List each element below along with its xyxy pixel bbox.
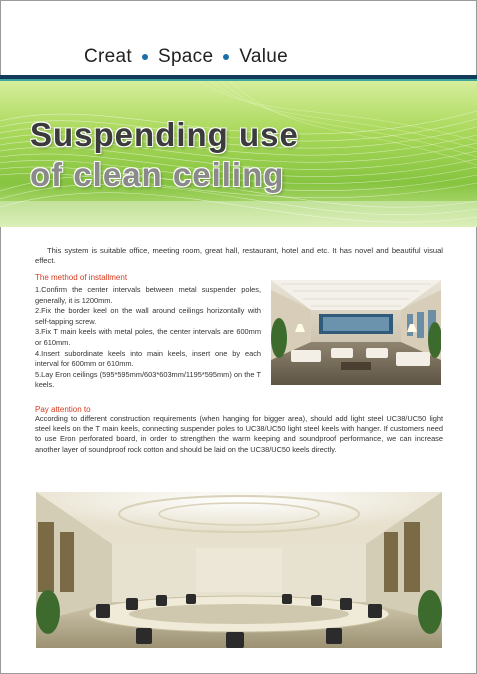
method-step: 3.Fix T main keels with metal poles, the center intervals are 600mm or 610mm. [35, 327, 261, 347]
green-wave-banner [0, 81, 477, 227]
intro-paragraph: This system is suitable office, meeting room, great hall, restaurant, hotel and etc. It has novel and beautiful visual effect. [35, 246, 443, 265]
method-step: 5.Lay Eron ceilings (595*595mm/603*603mm/1195*595mm) on the T keels. [35, 369, 261, 390]
tagline-word-space: Space [157, 46, 214, 67]
wave-lines-decoration [0, 81, 477, 227]
headline-line-2: of clean ceiling [30, 156, 285, 193]
method-step: 1.Confirm the center intervals between metal suspender poles, generally, it is 1200mm. [35, 285, 261, 305]
method-steps-list [35, 285, 261, 391]
bullet-dot-icon [223, 54, 229, 60]
method-step: 2.Fix the border keel on the wall around ceilings horizontally with self-tapping screw. [35, 306, 261, 326]
tagline-word-value: Value [239, 46, 289, 67]
tagline [0, 46, 477, 68]
hotel-lobby-photo [271, 280, 441, 385]
headline-line-1: Suspending use [30, 116, 299, 153]
method-section-title: The method of installment [35, 273, 128, 282]
tagline-word-creat: Creat [84, 46, 132, 67]
attention-paragraph: According to different construction requirements (when hanging for bigger area), should add light steel UC38/UC50 light steel keels on the T main keels, connecting suspender poles to UC38/UC50 light steel keels with hanger. If customers need to use Eron perforated board, in order to strengthen the warm keeping and soundproof performance, we can increase another layer of soundproof rock cotton and should be laid on the UC38/UC50 keels directly. [35, 414, 443, 454]
bullet-dot-icon [142, 54, 148, 60]
conference-room-photo [36, 492, 442, 648]
method-step: 4.Insert subordinate keels into main keels, insert one by each interval for 600mm or 610mm. [35, 348, 261, 369]
attention-section-title: Pay attention to [35, 405, 91, 414]
